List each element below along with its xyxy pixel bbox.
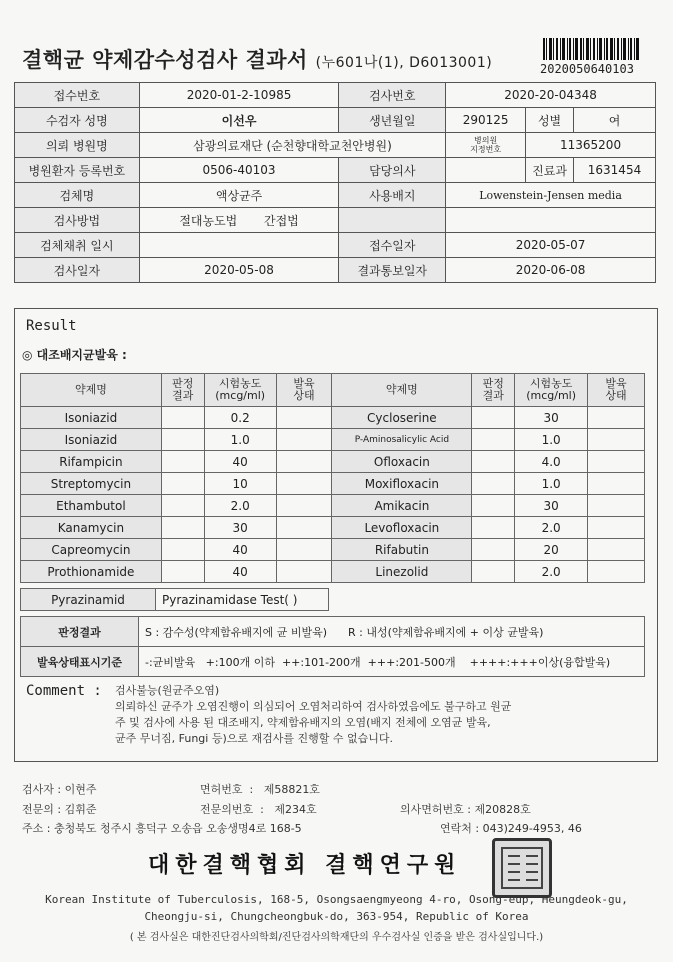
test-concentration-left: 40 (204, 451, 276, 473)
pyrazinamid-label: Pyrazinamid (21, 589, 156, 611)
drug-name-right: Cycloserine (332, 407, 472, 429)
organization-name: 대한결핵협회 결핵연구원 (148, 853, 462, 878)
test-concentration-left: 40 (204, 539, 276, 561)
pyrazinamid-table (20, 588, 329, 611)
drug-name-right: Amikacin (332, 495, 472, 517)
growth-legend-text: -:균비발육 +:100개 이하 ++:101-200개 +++:201-500개 ++++:+++이상(융합발육) (139, 647, 645, 677)
header-conc-line1: 시험농도 (529, 377, 573, 390)
drug-table (20, 373, 645, 583)
judge-result-right (472, 429, 515, 451)
patient-name-label: 수검자 성명 (15, 108, 140, 133)
doctor (446, 158, 526, 183)
header-drug-left: 약제명 (21, 374, 162, 407)
certification-note: ( 본 검사실은 대한진단검사의학회/진단검사의학재단의 우수검사실 인증을 받은 검사실입니다.) (129, 932, 544, 943)
judge-legend-label: 판정결과 (21, 617, 139, 647)
test-concentration-left: 2.0 (204, 495, 276, 517)
growth-status-left (276, 429, 332, 451)
judge-result-left (161, 473, 204, 495)
header-judge-right (472, 374, 515, 407)
judge-result-left (161, 407, 204, 429)
header-growth-right (588, 374, 645, 407)
growth-status-right (588, 517, 645, 539)
drug-name-right: Ofloxacin (332, 451, 472, 473)
hospital-code-label-line1: 병의원 (474, 136, 498, 145)
blank-value (446, 208, 656, 233)
drug-name-right: P-Aminosalicylic Acid (332, 429, 472, 451)
patient-name: 이선우 (139, 108, 339, 133)
sex-label: 성별 (526, 108, 574, 133)
hospital: 삼광의료재단 (순천향대학교천안병원) (139, 133, 445, 158)
judge-r-text: R : 내성(약제함유배지에 + 이상 균발육) (348, 625, 544, 639)
english-address-line: Korean Institute of Tuberculosis, 168-5, Osongsaengmyeong 4-ro, Osong-eup, Heungdeok-gu, (45, 893, 628, 906)
drug-table-body (21, 407, 645, 583)
drug-name-right: Moxifloxacin (332, 473, 472, 495)
tester: 검사자 : 이현주 (22, 783, 97, 796)
report-date-label: 결과통보일자 (339, 258, 446, 283)
drug-row (21, 517, 645, 539)
hospital-code: 11365200 (526, 133, 656, 158)
drug-name-left: Isoniazid (21, 429, 162, 451)
drug-name-left: Capreomycin (21, 539, 162, 561)
test-no-label: 검사번호 (339, 83, 446, 108)
drug-name-left: Streptomycin (21, 473, 162, 495)
drug-name-right: Linezolid (332, 561, 472, 583)
medium-label: 사용배지 (339, 183, 446, 208)
hospital-code-label-line2: 지정번호 (470, 145, 502, 154)
drug-row (21, 451, 645, 473)
test-concentration-left: 10 (204, 473, 276, 495)
growth-status-right (588, 495, 645, 517)
barcode-number: 2020050640103 (540, 62, 634, 76)
specimen-label: 검체명 (15, 183, 140, 208)
drug-row (21, 407, 645, 429)
test-concentration-right: 2.0 (515, 517, 588, 539)
sex: 여 (574, 108, 656, 133)
report-title (22, 44, 492, 74)
blank-label (339, 208, 446, 233)
judge-result-left (161, 517, 204, 539)
pyrazinamid-value: Pyrazinamidase Test( ) (156, 589, 329, 611)
growth-status-left (276, 495, 332, 517)
growth-status-right (588, 561, 645, 583)
drug-name-left: Kanamycin (21, 517, 162, 539)
drug-row (21, 495, 645, 517)
collect-date-label: 검체채취 일시 (15, 233, 140, 258)
receipt-no: 2020-01-2-10985 (139, 83, 339, 108)
header-judge-line1: 판정 (172, 377, 194, 390)
judge-result-right (472, 539, 515, 561)
english-address-line: Cheongju-si, Chungcheongbuk-do, 363-954, Republic of Korea (144, 910, 529, 923)
header-judge-left (161, 374, 204, 407)
test-concentration-left: 30 (204, 517, 276, 539)
specimen: 액상균주 (139, 183, 339, 208)
tester-license: 면허번호 : 제58821호 (200, 783, 320, 796)
judge-result-right (472, 407, 515, 429)
official-seal-icon (492, 838, 552, 898)
header-judge-line2: 결과 (482, 389, 504, 402)
growth-status-right (588, 539, 645, 561)
legend-table (20, 616, 645, 677)
reg-no: 0506-40103 (139, 158, 339, 183)
header-drug-right: 약제명 (332, 374, 472, 407)
header-growth-line2: 상태 (293, 389, 315, 402)
growth-status-left (276, 561, 332, 583)
english-address (30, 891, 643, 925)
drug-row (21, 539, 645, 561)
judge-result-right (472, 495, 515, 517)
comment-line: 검사불능(원균주오염) (115, 684, 220, 697)
title-text: 결핵균 약제감수성검사 결과서 (22, 48, 308, 72)
comment-line: 의뢰하신 균주가 오염진행이 의심되어 오염처리하여 검사하였음에도 불구하고 원균 (115, 700, 512, 713)
judge-result-left (161, 561, 204, 583)
drug-name-right: Levofloxacin (332, 517, 472, 539)
drug-row (21, 561, 645, 583)
drug-table-header (21, 374, 645, 407)
judge-result-left (161, 495, 204, 517)
test-date-label: 검사일자 (15, 258, 140, 283)
judge-result-left (161, 451, 204, 473)
receive-date-label: 접수일자 (339, 233, 446, 258)
drug-name-right: Rifabutin (332, 539, 472, 561)
drug-name-left: Isoniazid (21, 407, 162, 429)
header-conc-right (515, 374, 588, 407)
specialist: 전문의 : 김휘준 (22, 803, 97, 816)
comment-line: 균주 무너짐, Fungi 등)으로 재검사를 진행할 수 없습니다. (115, 732, 393, 745)
header-growth-line2: 상태 (605, 389, 627, 402)
header-growth-left (276, 374, 332, 407)
phone: 연락처 : 043)249-4953, 46 (440, 822, 582, 835)
header-growth-line1: 발육 (293, 377, 315, 390)
method-label: 검사방법 (15, 208, 140, 233)
growth-status-left (276, 539, 332, 561)
test-concentration-left: 40 (204, 561, 276, 583)
header-judge-line2: 결과 (172, 389, 194, 402)
test-concentration-right: 1.0 (515, 473, 588, 495)
judge-result-left (161, 539, 204, 561)
method-2: 간접법 (263, 213, 299, 228)
doctor-license: 의사면허번호 : 제20828호 (400, 803, 531, 816)
judge-result-right (472, 561, 515, 583)
header-conc-line2: (mcg/ml) (215, 389, 266, 402)
judge-result-left (161, 429, 204, 451)
growth-status-left (276, 473, 332, 495)
judge-result-right (472, 473, 515, 495)
header-judge-line1: 판정 (482, 377, 504, 390)
receipt-no-label: 접수번호 (15, 83, 140, 108)
drug-row (21, 473, 645, 495)
address: 주소 : 충청북도 청주시 흥덕구 오송읍 오송생명4로 168-5 (22, 822, 302, 835)
comment-label: Comment : (26, 683, 102, 699)
method-1: 절대농도법 (179, 213, 238, 228)
test-date: 2020-05-08 (139, 258, 339, 283)
dept: 1631454 (574, 158, 656, 183)
growth-status-left (276, 517, 332, 539)
judge-s-text: S : 감수성(약제함유배지에 균 비발육) (145, 625, 328, 639)
collect-date (139, 233, 339, 258)
hospital-code-label (446, 133, 526, 158)
drug-name-left: Prothionamide (21, 561, 162, 583)
medium: Lowenstein-Jensen media (446, 183, 656, 208)
growth-status-right (588, 407, 645, 429)
doctor-label: 담당의사 (339, 158, 446, 183)
header-growth-line1: 발육 (605, 377, 627, 390)
drug-row (21, 429, 645, 451)
comment-text (115, 683, 635, 747)
growth-legend-label: 발육상태표시기준 (21, 647, 139, 677)
test-concentration-right: 30 (515, 407, 588, 429)
test-concentration-right: 1.0 (515, 429, 588, 451)
growth-status-left (276, 407, 332, 429)
result-title: Result (26, 318, 77, 334)
comment-line: 주 및 검사에 사용 된 대조배지, 약제함유배지의 오염(배지 전체에 오염균 발육, (115, 716, 491, 729)
header-conc-line2: (mcg/ml) (526, 389, 577, 402)
judge-legend-text (139, 617, 645, 647)
birth-label: 생년월일 (339, 108, 446, 133)
report-date: 2020-06-08 (446, 258, 656, 283)
growth-status-left (276, 451, 332, 473)
barcode-icon (543, 38, 639, 60)
birth: 290125 (446, 108, 526, 133)
control-medium-title: ◎ 대조배지균발육 : (22, 348, 127, 362)
test-no: 2020-20-04348 (446, 83, 656, 108)
title-code: (누601나(1), D6013001) (315, 55, 493, 71)
test-concentration-right: 20 (515, 539, 588, 561)
test-concentration-left: 0.2 (204, 407, 276, 429)
drug-name-left: Ethambutol (21, 495, 162, 517)
receive-date: 2020-05-07 (446, 233, 656, 258)
test-concentration-left: 1.0 (204, 429, 276, 451)
reg-no-label: 병원환자 등록번호 (15, 158, 140, 183)
test-concentration-right: 30 (515, 495, 588, 517)
judge-result-right (472, 451, 515, 473)
patient-info-table (14, 82, 656, 283)
judge-result-right (472, 517, 515, 539)
dept-label: 진료과 (526, 158, 574, 183)
hospital-label: 의뢰 병원명 (15, 133, 140, 158)
drug-name-left: Rifampicin (21, 451, 162, 473)
header-conc-line1: 시험농도 (218, 377, 262, 390)
growth-status-right (588, 473, 645, 495)
method (139, 208, 339, 233)
growth-status-right (588, 429, 645, 451)
specialist-license: 전문의번호 : 제234호 (200, 803, 317, 816)
growth-status-right (588, 451, 645, 473)
test-concentration-right: 4.0 (515, 451, 588, 473)
test-concentration-right: 2.0 (515, 561, 588, 583)
header-conc-left (204, 374, 276, 407)
